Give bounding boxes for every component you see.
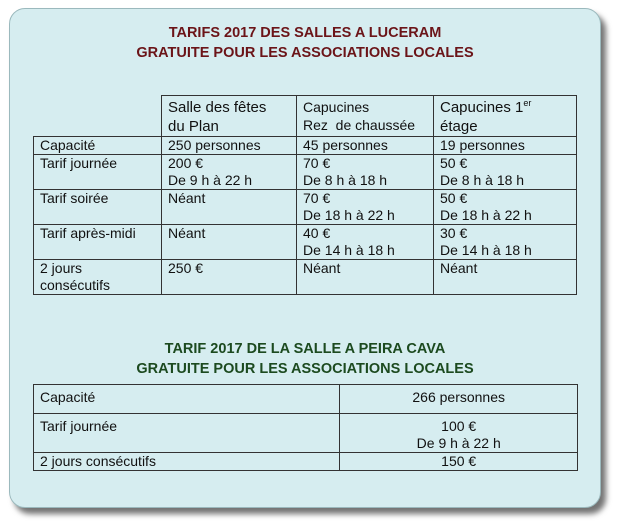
row-label: Tarif journée (34, 414, 340, 453)
cell-line: 50 € (440, 190, 468, 206)
peira-cava-table (33, 384, 578, 471)
cell (434, 137, 577, 155)
cell-line: Néant (168, 225, 206, 241)
row-label: Tarif journée (34, 155, 162, 190)
cell (297, 155, 434, 190)
table-row (34, 414, 578, 453)
header-col3-line1 (440, 98, 570, 117)
row-label: Tarif soirée (34, 190, 162, 225)
luceram-title-line1: TARIFS 2017 DES SALLES A LUCERAM (168, 25, 442, 41)
row-label: Tarif après-midi (34, 225, 162, 260)
tariff-card (9, 8, 601, 508)
cell-line: De 8 h à 18 h (303, 172, 388, 188)
cell-line: 50 € (440, 155, 468, 171)
header-col3-line2: étage (440, 118, 478, 135)
luceram-table (33, 95, 577, 295)
peira-cava-title (10, 339, 600, 379)
cell-line: 150 € (441, 453, 477, 469)
row-label: 2 jours consécutifs (34, 453, 340, 471)
cell-line: Néant (440, 260, 478, 276)
cell-line: 200 € (168, 155, 204, 171)
cell (434, 190, 577, 225)
cell-line: De 9 h à 22 h (168, 172, 253, 188)
header-col3-sup: er (523, 98, 532, 108)
cell-line: 266 personnes (412, 389, 506, 405)
header-col2-line1: Capucines (303, 99, 370, 115)
cell (162, 225, 297, 260)
header-empty-cell (34, 96, 162, 137)
cell-line: 19 personnes (440, 137, 525, 153)
table-row (34, 260, 577, 295)
cell (340, 453, 578, 471)
cell-line: De 8 h à 18 h (440, 172, 525, 188)
header-salle-des-fetes (162, 96, 297, 137)
peira-cava-title-line1: TARIF 2017 DE LA SALLE A PEIRA CAVA (164, 341, 446, 357)
cell (434, 225, 577, 260)
cell-line: Néant (168, 190, 206, 206)
table-row (34, 453, 578, 471)
cell-line: 45 personnes (303, 137, 388, 153)
header-col3-main: Capucines 1 (440, 99, 524, 116)
cell (434, 260, 577, 295)
row-label-line1: 2 jours (40, 260, 83, 276)
cell-line: 70 € (303, 155, 331, 171)
cell-line: De 14 h à 18 h (440, 242, 532, 258)
cell-line: De 18 h à 22 h (303, 207, 395, 223)
cell-line: 250 personnes (168, 137, 261, 153)
row-label: Capacité (34, 385, 340, 414)
table-row (34, 137, 577, 155)
row-label-line2: consécutifs (40, 277, 111, 293)
cell (340, 414, 578, 453)
header-col2-line2: Rez de chaussée (303, 117, 416, 133)
cell-line: De 9 h à 22 h (416, 435, 501, 451)
cell-line: 30 € (440, 225, 468, 241)
cell-line: 250 € (168, 260, 204, 276)
cell (340, 385, 578, 414)
cell-line: Néant (303, 260, 341, 276)
luceram-title (10, 23, 600, 63)
cell (162, 260, 297, 295)
cell (297, 190, 434, 225)
cell (297, 137, 434, 155)
cell-line: De 18 h à 22 h (440, 207, 532, 223)
cell (162, 137, 297, 155)
table-row (34, 155, 577, 190)
cell-line: De 14 h à 18 h (303, 242, 395, 258)
row-label (34, 260, 162, 295)
table-row (34, 225, 577, 260)
table-row (34, 190, 577, 225)
header-col1-line1: Salle des fêtes (168, 99, 267, 116)
header-capucines-rdc (297, 96, 434, 137)
cell (162, 155, 297, 190)
cell-line: 70 € (303, 190, 331, 206)
peira-cava-title-line2: GRATUITE POUR LES ASSOCIATIONS LOCALES (136, 361, 474, 377)
header-capucines-etage (434, 96, 577, 137)
cell (434, 155, 577, 190)
cell (297, 225, 434, 260)
table-header-row (34, 96, 577, 137)
cell-line: 100 € (441, 418, 477, 434)
luceram-title-line2: GRATUITE POUR LES ASSOCIATIONS LOCALES (136, 45, 474, 61)
cell (162, 190, 297, 225)
row-label: Capacité (34, 137, 162, 155)
cell (297, 260, 434, 295)
table-row (34, 385, 578, 414)
header-col1-line2: du Plan (168, 118, 219, 135)
cell-line: 40 € (303, 225, 331, 241)
